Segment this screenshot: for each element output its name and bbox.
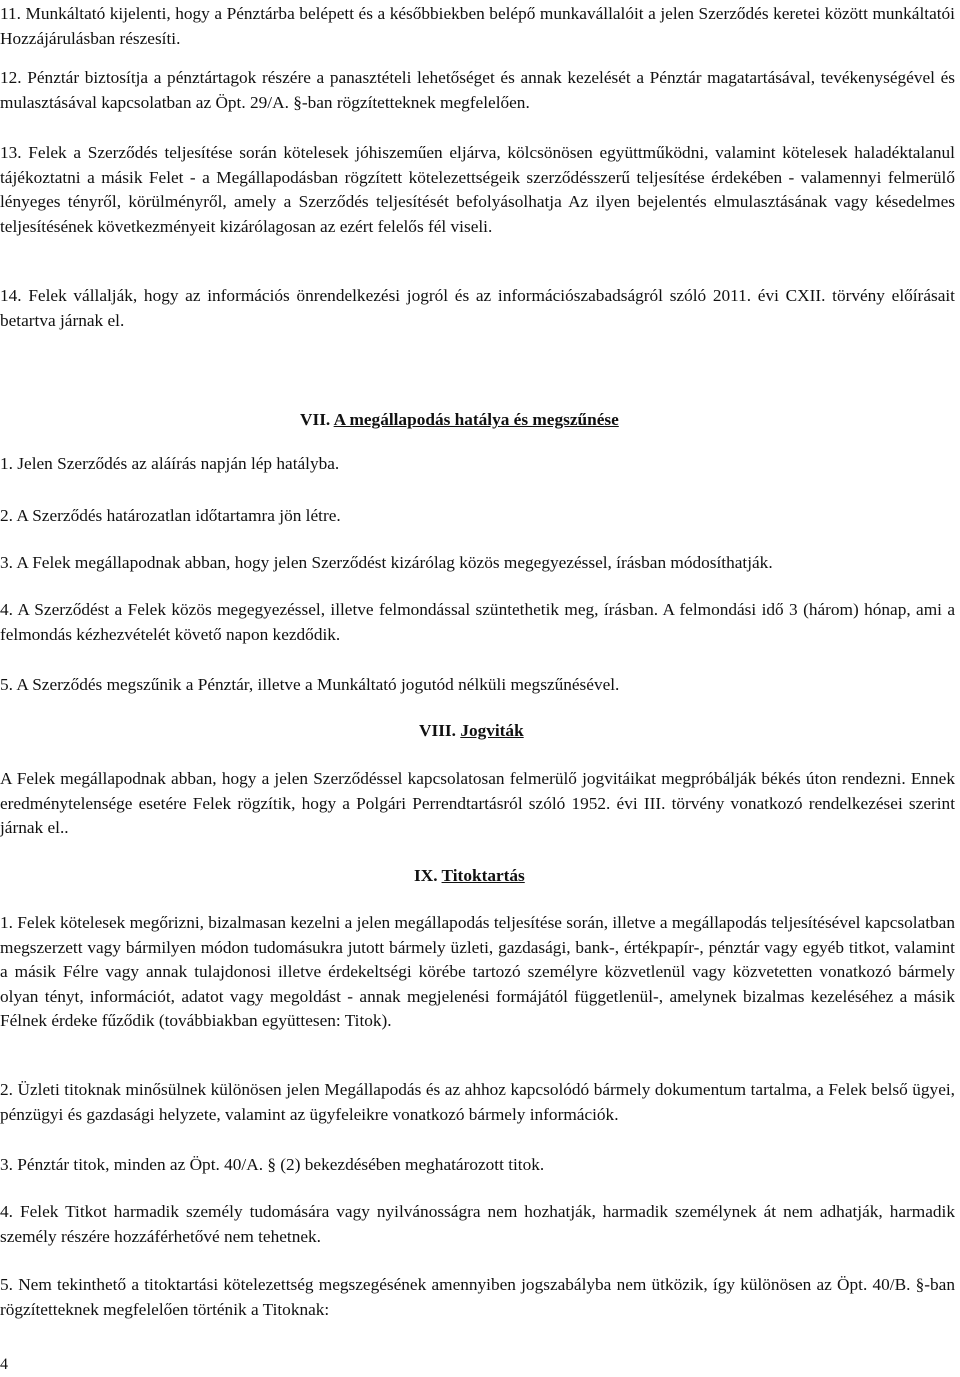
clause-text: Felek vállalják, hogy az információs önrendelkezési jogról és az információszabadságról szóló 2011. évi CXII. törvény előírásait betartva járnak el.: [0, 286, 955, 330]
item-text: A Szerződés határozatlan időtartamra jön létre.: [16, 506, 341, 525]
item-text: Jelen Szerződés az aláírás napján lép hatályba.: [17, 454, 340, 473]
vii-item-3: [0, 551, 955, 576]
vii-item-4: [0, 598, 955, 647]
clause-12: [0, 66, 955, 115]
item-text: Felek Titkot harmadik személy tudomására vagy nyilvánosságra nem hozhatják, harmadik személynek át nem adhatják, harmadik személy részére hozzáférhetővé nem tehetnek.: [0, 1202, 955, 1246]
item-text: Nem tekinthető a titoktartási kötelezettség megszegésének amennyiben jogszabályba nem ütközik, így különösen az Öpt. 40/B. §-ban rögzítetteknek megfelelően történik a Titoknak:: [0, 1275, 955, 1319]
clause-text: Felek a Szerződés teljesítése során kötelesek jóhiszeműen eljárva, kölcsönösen együttműködni, valamint kötelesek haladéktalanul tájékoztatni a másik Felet - a Megállapodásban rögzített kötelezettségeik szerződésszerű teljesítése érdekében - valamennyi felmerülő lényeges tényről, körülményről, amely a Szerződés teljesítését befolyásolhatja Az ilyen bejelentés elmulasztásának vagy késedelmes teljesítésének következményeit kizárólagosan az ezért felelős fél viseli.: [0, 143, 955, 236]
section-title: A megállapodás hatálya és megszűnése: [333, 410, 619, 429]
section-viii-heading: [419, 719, 524, 743]
section-title: Titoktartás: [441, 866, 525, 885]
vii-item-1: [0, 452, 955, 477]
clause-text: Pénztár biztosítja a pénztártagok részére a panasztételi lehetőséget és annak kezelését a Pénztár magatartásával, tevékenységével és mulasztásával kapcsolatban az Öpt. 29/A. §-ban rögzítetteknek megfelelően.: [0, 68, 955, 112]
clause-number: 13.: [0, 143, 22, 162]
ix-item-5: [0, 1273, 955, 1322]
clause-text: Munkáltató kijelenti, hogy a Pénztárba belépett és a későbbiekben belépő munkavállalóit a jelen Szerződés keretei között munkáltatói Hozzájárulásban részesíti.: [0, 4, 955, 48]
page-number: 4: [0, 1356, 8, 1373]
item-number: 5.: [0, 1275, 13, 1294]
section-vii-heading: [300, 408, 619, 432]
item-number: 4.: [0, 1202, 13, 1221]
ix-item-1: [0, 911, 955, 1034]
viii-paragraph: A Felek megállapodnak abban, hogy a jelen Szerződéssel kapcsolatosan felmerülő jogvitáikat megpróbálják békés úton rendezni. Ennek eredménytelensége esetére Felek rögzítik, hogy a Polgári Perrendtartásról szóló 1952. évi III. törvény vonatkozó rendelkezései szerint járnak el..: [0, 769, 955, 837]
item-text: A Szerződés megszűnik a Pénztár, illetve a Munkáltató jogutód nélküli megszűnésével.: [16, 675, 620, 694]
item-text: Üzleti titoknak minősülnek különösen jelen Megállapodás és az ahhoz kapcsolódó bármely dokumentum tartalma, a Felek belső ügyei, pénzügyi és gazdasági helyzete, valamint az ügyfeleikre vonatkozó bármely információk.: [0, 1080, 955, 1124]
item-number: 4.: [0, 600, 13, 619]
section-numeral: VII.: [300, 410, 331, 429]
clause-number: 12.: [0, 68, 22, 87]
ix-item-2: [0, 1078, 955, 1127]
item-text: A Felek megállapodnak abban, hogy jelen Szerződést kizárólag közös megegyezéssel, írásban módosíthatják.: [16, 553, 773, 572]
item-number: 3.: [0, 1155, 13, 1174]
section-numeral: VIII.: [419, 721, 456, 740]
section-ix-heading: [414, 864, 525, 888]
item-text: A Szerződést a Felek közös megegyezéssel, illetve felmondással szüntethetik meg, írásban. A felmondási idő 3 (három) hónap, ami a felmondás kézhezvételét követő napon kezdődik.: [0, 600, 956, 644]
clause-13: [0, 141, 955, 239]
item-text: Pénztár titok, minden az Öpt. 40/A. § (2) bekezdésében meghatározott titok.: [17, 1155, 545, 1174]
clause-number: 11.: [0, 4, 21, 23]
item-number: 2.: [0, 506, 13, 525]
item-number: 5.: [0, 675, 13, 694]
section-numeral: IX.: [414, 866, 438, 885]
ix-item-4: [0, 1200, 955, 1249]
vii-item-2: [0, 504, 955, 529]
item-number: 1.: [0, 913, 13, 932]
clause-number: 14.: [0, 286, 22, 305]
item-text: Felek kötelesek megőrizni, bizalmasan kezelni a jelen megállapodás teljesítése során, illetve a megállapodás teljesítésével kapcsolatban megszerzett vagy bármilyen módon tudomásukra jutott bármely üzleti, gazdasági, bank-, értékpapír-, pénztár vagy egyéb titkot, valamint a másik Félre vagy annak tulajdonosi illetve érdekeltségi körébe tartozó személyre közvetlenül vagy közvetetten vonatkozó bármely olyan tényt, információt, adatot vagy megoldást - annak megjelenési formájától függetlenül-, amelynek bizalmas kezeléséhez a másik Félnek érdeke fűződik (továbbiakban együttesen: Titok).: [0, 913, 955, 1030]
clause-14: [0, 284, 955, 333]
item-number: 3.: [0, 553, 13, 572]
vii-item-5: [0, 673, 955, 698]
ix-item-3: [0, 1153, 955, 1178]
item-number: 2.: [0, 1080, 13, 1099]
section-title: Jogviták: [460, 721, 524, 740]
clause-11: [0, 2, 955, 51]
item-number: 1.: [0, 454, 13, 473]
